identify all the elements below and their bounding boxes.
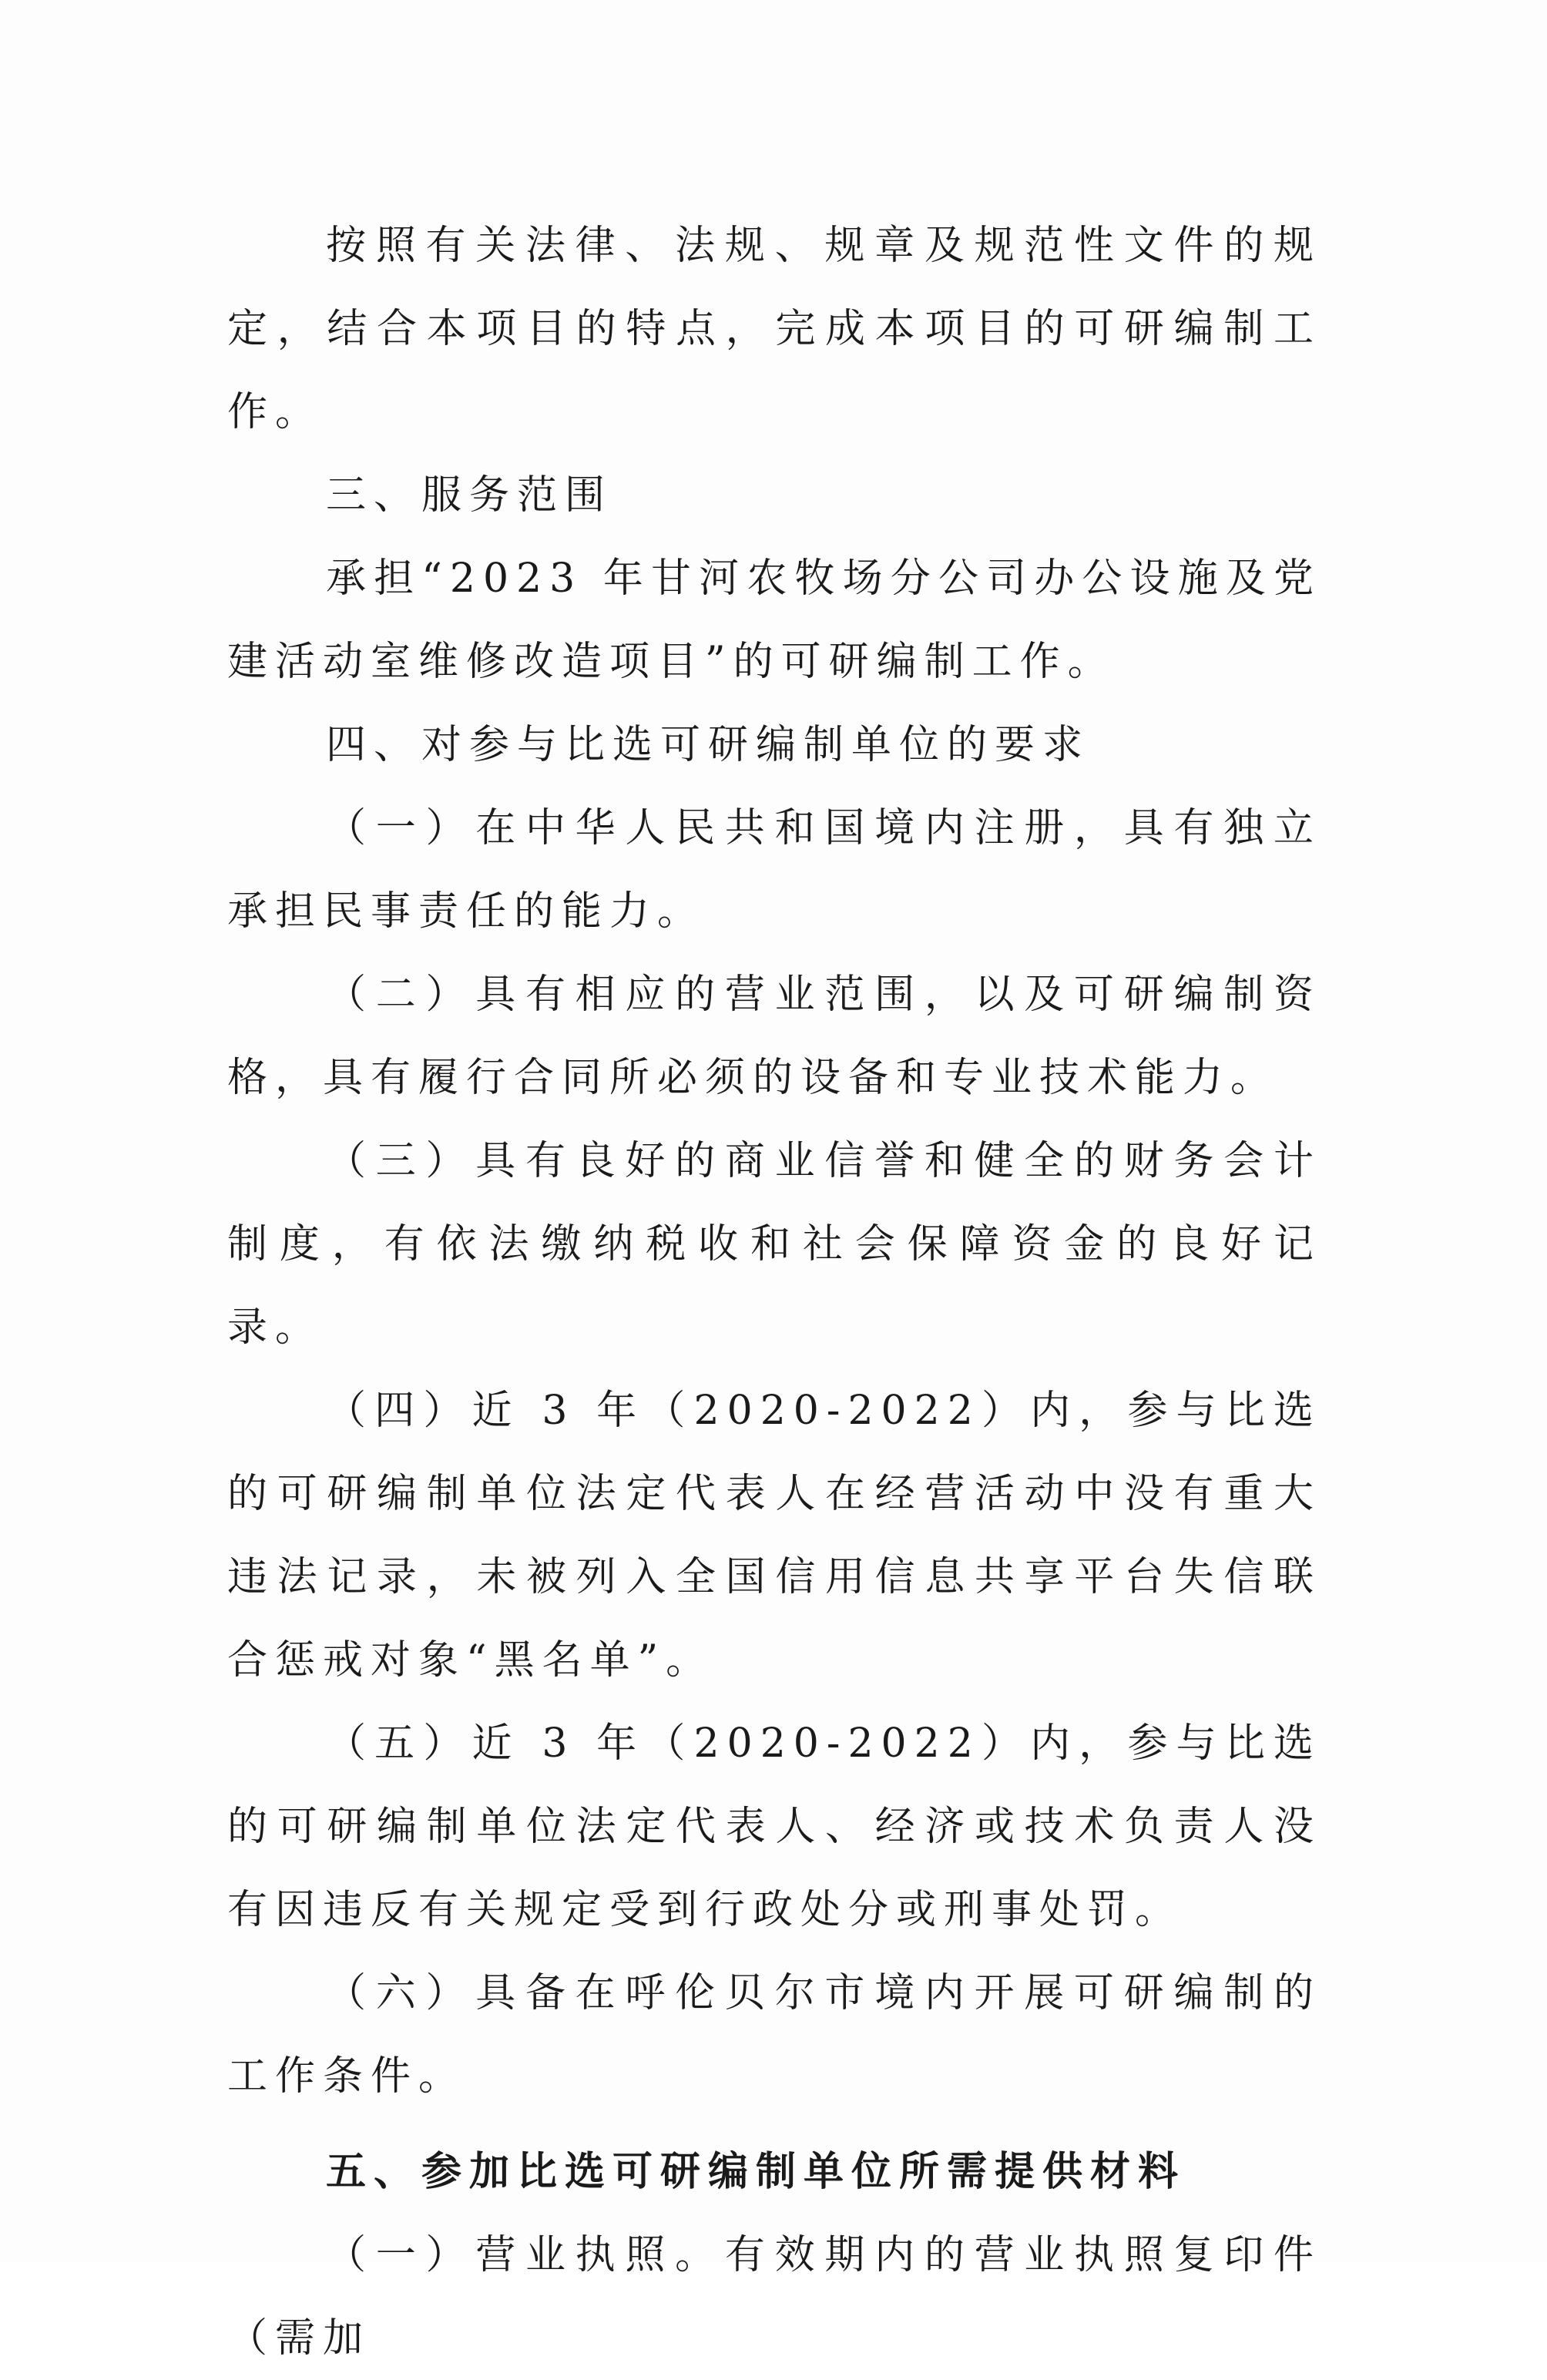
section-heading-materials: 五、参加比选可研编制单位所需提供材料 (326, 2148, 1186, 2195)
section-heading-service-scope: 三、服务范围 (326, 472, 613, 519)
materials-item-1: （一）营业执照。有效期内的营业执照复印件（需加 (227, 2232, 1321, 2362)
requirement-item-2: （二）具有相应的营业范围，以及可研编制资格，具有履行合同所必须的设备和专业技术能力。 (227, 972, 1321, 1101)
requirement-item-1: （一）在中华人民共和国境内注册，具有独立承担民事责任的能力。 (227, 805, 1321, 935)
paragraph-intro: 按照有关法律、法规、规章及规范性文件的规定，结合本项目的特点，完成本项目的可研编制工作。 (227, 223, 1321, 435)
document-body (227, 204, 1321, 2380)
paragraph-service-scope: 承担“2023 年甘河农牧场分公司办公设施及党建活动室维修改造项目”的可研编制工作。 (227, 556, 1321, 685)
requirement-item-3: （三）具有良好的商业信誉和健全的财务会计制度，有依法缴纳税收和社会保障资金的良好记录。 (227, 1138, 1321, 1351)
requirement-item-4: （四）近 3 年（2020-2022）内，参与比选的可研编制单位法定代表人在经营活动中没有重大违法记录，未被列入全国信用信息共享平台失信联合惩戒对象“黑名单”。 (227, 1388, 1321, 1683)
section-heading-requirements: 四、对参与比选可研编制单位的要求 (326, 722, 1091, 768)
requirement-item-6: （六）具备在呼伦贝尔市境内开展可研编制的工作条件。 (227, 1970, 1321, 2100)
requirement-item-5: （五）近 3 年（2020-2022）内，参与比选的可研编制单位法定代表人、经济或技术负责人没有因违反有关规定受到行政处分或刑事处罚。 (227, 1720, 1321, 1933)
